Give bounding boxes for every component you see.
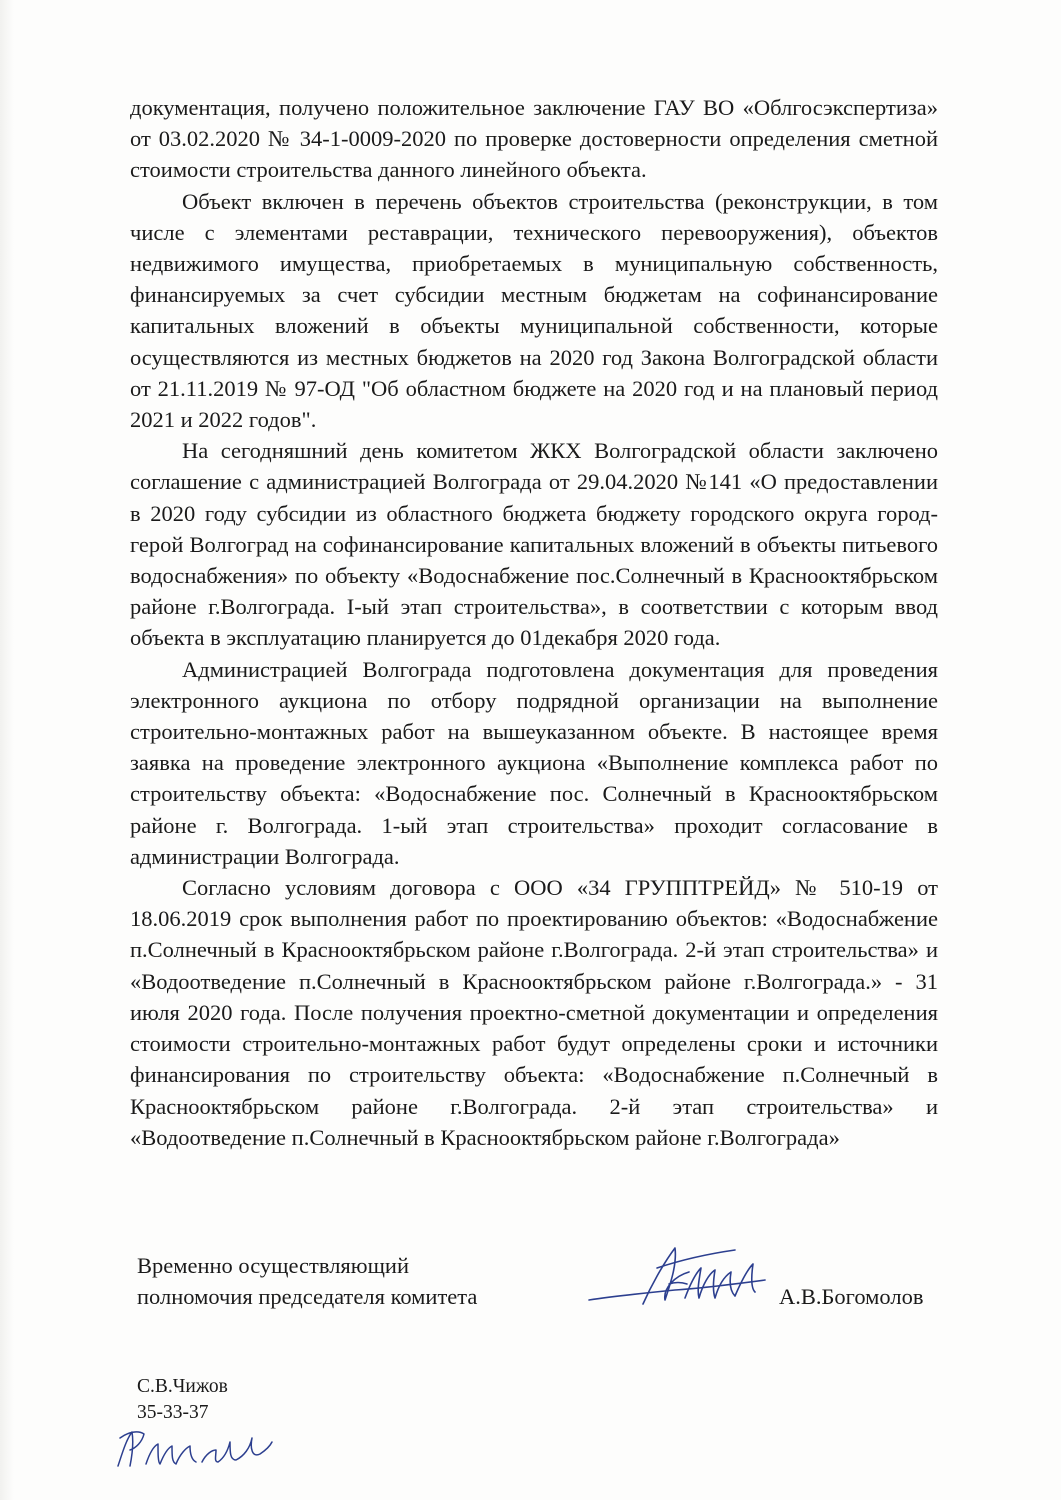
executor-name: С.В.Чижов	[137, 1376, 228, 1397]
paragraph-2: Объект включен в перечень объектов строительства (реконструкции, в том числе с элементами реставрации, технического перевооружения), объектов недвижимого имущества, приобретаемых в муниципальную собственность, финансируемых за счет субсидии местным бюджетам на софинансирование капитальных вложений в объекты муниципальной собственности, которые осуществляются из местных бюджетов на 2020 год Закона Волгоградской области от 21.11.2019 № 97-ОД "Об областном бюджете на 2020 год и на плановый период 2021 и 2022 годов".	[130, 188, 938, 433]
signer-name: А.В.Богомолов	[779, 1284, 924, 1309]
executor-info	[137, 1374, 228, 1426]
executor-phone: 35-33-37	[137, 1402, 209, 1423]
paragraph-4: Администрацией Волгограда подготовлена документация для проведения электронного аукциона по отбору подрядной организации на выполнение строительно-монтажных работ на вышеуказанном объекте. В настоящее время заявка на проведение электронного аукциона «Выполнение комплекса работ по строительству объекта: «Водоснабжение пос. Солнечный в Краснооктябрьском районе г. Волгограда. 1-ый этап строительства» проходит согласование в администрации Волгограда.	[130, 656, 938, 869]
paragraph-3: На сегодняшний день комитетом ЖКХ Волгоградской области заключено соглашение с администрацией Волгограда от 29.04.2020 №141 «О предоставлении в 2020 году субсидии из областного бюджета бюджету городского округа город-герой Волгоград на софинансирование капитальных вложений в объекты питьевого водоснабжения» по объекту «Водоснабжение пос.Солнечный в Краснооктябрьском районе г.Волгограда. I-ый этап строительства», в соответствии с которым ввод объекта в эксплуатацию планируется до 01декабря 2020 года.	[130, 438, 938, 651]
handwritten-signature	[585, 1238, 775, 1318]
paragraph-5: Согласно условиям договора с ООО «34 ГРУППТРЕЙД» № 510-19 от 18.06.2019 срок выполнения работ по проектированию объектов: «Водоснабжение п.Солнечный в Краснооктябрьском районе г.Волгограда. 2-й этап строительства» и «Водоотведение п.Солнечный в Краснооктябрьском районе г.Волгограда.» - 31 июля 2020 года. После получения проектно-сметной документации и определения стоимости строительно-монтажных работ будут определены сроки и источники финансирования по строительству объекта: «Водоснабжение п.Солнечный в Краснооктябрьском районе г.Волгограда. 2-й этап строительства» и «Водоотведение п.Солнечный в Краснооктябрьском районе г.Волгограда»	[130, 875, 938, 1150]
scan-edge-shadow	[0, 0, 14, 1500]
signer-position	[137, 1250, 477, 1312]
executor-initials-scribble	[112, 1424, 282, 1474]
paragraph-1: документация, получено положительное заключение ГАУ ВО «Облгосэкспертиза» от 03.02.2020 № 34-1-0009-2020 по проверке достоверности определения сметной стоимости строительства данного линейного объекта.	[130, 95, 938, 183]
letter-body	[130, 92, 938, 1153]
signer-position-line-1: Временно осуществляющий	[137, 1253, 409, 1278]
signer-position-line-2: полномочия председателя комитета	[137, 1284, 478, 1310]
